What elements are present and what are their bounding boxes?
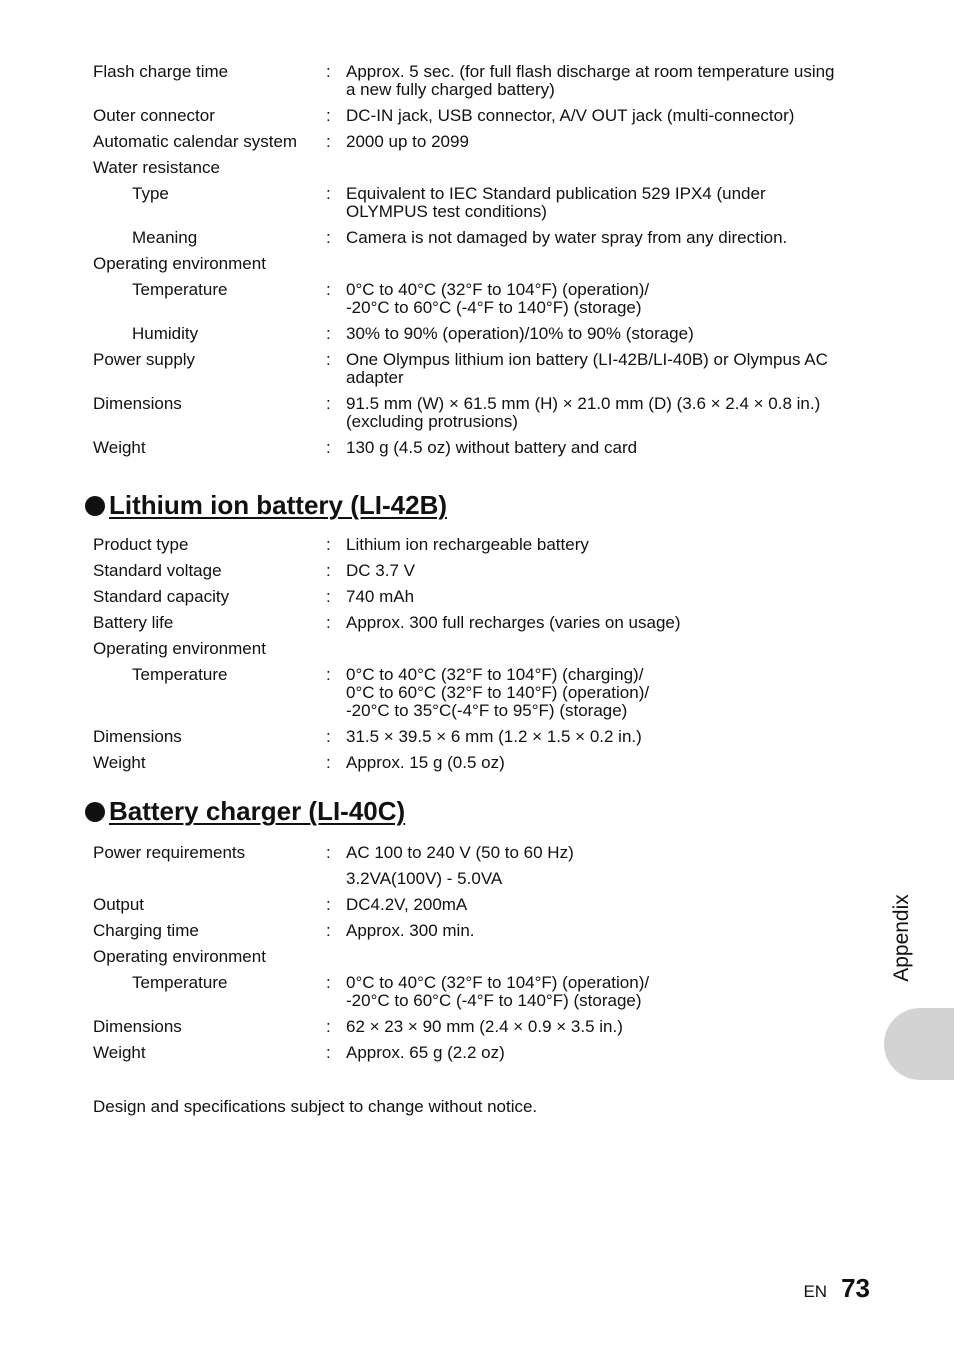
spec-label: Meaning <box>132 228 198 247</box>
spec-value <box>346 948 853 966</box>
spec-value: 31.5 × 39.5 × 6 mm (1.2 × 1.5 × 0.2 in.) <box>346 727 642 746</box>
spec-colon: : <box>326 324 331 343</box>
spec-colon: : <box>326 561 331 580</box>
spec-value: Approx. 15 g (0.5 oz) <box>346 753 505 772</box>
spec-colon: : <box>326 228 331 247</box>
spec-value <box>346 640 853 658</box>
spec-colon <box>326 948 346 966</box>
spec-row <box>93 229 853 247</box>
spec-label: Power supply <box>93 350 196 369</box>
spec-row <box>93 536 853 554</box>
spec-row <box>93 948 853 966</box>
spec-colon: : <box>326 895 331 914</box>
spec-label: Temperature <box>132 280 228 299</box>
spec-value: DC 3.7 V <box>346 561 415 580</box>
spec-label: Flash charge time <box>93 62 229 81</box>
spec-row <box>93 395 853 431</box>
spec-label: Type <box>132 184 169 203</box>
spec-colon: : <box>326 350 331 369</box>
spec-colon: : <box>326 535 331 554</box>
spec-value: DC4.2V, 200mA <box>346 895 468 914</box>
spec-value: Approx. 65 g (2.2 oz) <box>346 1043 505 1062</box>
spec-row <box>93 1044 853 1062</box>
battery-heading-text: Lithium ion battery (LI-42B) <box>109 490 447 520</box>
spec-row <box>93 185 853 221</box>
spec-value: Lithium ion rechargeable battery <box>346 535 589 554</box>
spec-colon <box>326 870 346 888</box>
spec-colon: : <box>326 973 331 992</box>
spec-colon: : <box>326 665 331 684</box>
spec-value: 30% to 90% (operation)/10% to 90% (storage) <box>346 324 694 343</box>
spec-row <box>93 439 853 457</box>
appendix-side-label <box>884 888 920 988</box>
spec-label: Product type <box>93 535 189 554</box>
spec-label: Weight <box>93 1043 146 1062</box>
charger-heading <box>85 796 405 827</box>
spec-label: Battery life <box>93 613 174 632</box>
language-code: EN <box>803 1282 828 1301</box>
bullet-icon <box>85 802 105 822</box>
spec-colon: : <box>326 921 331 940</box>
spec-value: 0°C to 40°C (32°F to 104°F) (charging)/ 0°C to 60°C (32°F to 140°F) (operation)/ -20°C to 35°C(-4°F to 95°F) (storage) <box>346 665 650 720</box>
spec-value: 0°C to 40°C (32°F to 104°F) (operation)/ -20°C to 60°C (-4°F to 140°F) (storage) <box>346 973 650 1010</box>
spec-label: Weight <box>93 438 146 457</box>
spec-colon: : <box>326 394 331 413</box>
spec-colon: : <box>326 613 331 632</box>
spec-row <box>93 325 853 343</box>
charger-heading-text: Battery charger (LI-40C) <box>109 796 406 826</box>
spec-label: Operating environment <box>93 947 266 966</box>
spec-value: Approx. 5 sec. (for full flash discharge at room temperature using a new fully charged battery) <box>346 62 835 99</box>
spec-colon: : <box>326 753 331 772</box>
spec-label: Power requirements <box>93 843 246 862</box>
spec-colon: : <box>326 62 331 81</box>
charger-spec-table <box>93 844 853 1070</box>
spec-label: Dimensions <box>93 394 182 413</box>
battery-spec-table <box>93 536 853 780</box>
spec-row <box>93 255 853 273</box>
spec-row <box>93 922 853 940</box>
spec-label: Dimensions <box>93 727 182 746</box>
spec-row <box>93 1018 853 1036</box>
spec-row <box>93 666 853 720</box>
spec-row <box>93 728 853 746</box>
spec-value: 91.5 mm (W) × 61.5 mm (H) × 21.0 mm (D) (3.6 × 2.4 × 0.8 in.) (excluding protrusions) <box>346 394 821 431</box>
spec-row <box>93 351 853 387</box>
spec-label: Operating environment <box>93 254 266 273</box>
spec-value: Camera is not damaged by water spray from any direction. <box>346 228 788 247</box>
spec-colon <box>326 640 346 658</box>
spec-label: Temperature <box>132 973 228 992</box>
spec-colon <box>326 159 346 177</box>
camera-spec-table <box>93 63 853 465</box>
spec-row <box>93 974 853 1010</box>
spec-label: Output <box>93 895 145 914</box>
spec-label: Operating environment <box>93 639 266 658</box>
spec-row <box>93 614 853 632</box>
spec-colon: : <box>326 280 331 299</box>
spec-colon: : <box>326 587 331 606</box>
spec-value: Approx. 300 min. <box>346 921 475 940</box>
spec-label <box>93 870 326 888</box>
spec-value: AC 100 to 240 V (50 to 60 Hz) <box>346 843 574 862</box>
spec-value: 62 × 23 × 90 mm (2.4 × 0.9 × 3.5 in.) <box>346 1017 623 1036</box>
spec-value: 2000 up to 2099 <box>346 132 469 151</box>
spec-row <box>93 870 853 888</box>
spec-label: Outer connector <box>93 106 215 125</box>
spec-value: 0°C to 40°C (32°F to 104°F) (operation)/ -20°C to 60°C (-4°F to 140°F) (storage) <box>346 280 650 317</box>
spec-row <box>93 588 853 606</box>
appendix-label-text: Appendix <box>890 894 914 982</box>
spec-label: Charging time <box>93 921 199 940</box>
spec-value: DC-IN jack, USB connector, A/V OUT jack (multi-connector) <box>346 106 795 125</box>
spec-label: Water resistance <box>93 158 220 177</box>
spec-colon: : <box>326 843 331 862</box>
spec-label: Temperature <box>132 665 228 684</box>
spec-value: Equivalent to IEC Standard publication 529 IPX4 (under OLYMPUS test conditions) <box>346 184 766 221</box>
spec-row <box>93 63 853 99</box>
spec-row <box>93 640 853 658</box>
spec-label: Weight <box>93 753 146 772</box>
spec-label: Standard capacity <box>93 587 230 606</box>
page-footer <box>803 1273 870 1304</box>
spec-colon: : <box>326 1017 331 1036</box>
bullet-icon <box>85 496 105 516</box>
spec-row <box>93 159 853 177</box>
battery-heading <box>85 490 447 521</box>
spec-row <box>93 896 853 914</box>
spec-label: Standard voltage <box>93 561 222 580</box>
spec-row <box>93 844 853 862</box>
disclaimer-note: Design and specifications subject to change without notice. <box>93 1097 538 1116</box>
spec-value <box>346 255 853 273</box>
spec-value <box>346 159 853 177</box>
spec-value: One Olympus lithium ion battery (LI-42B/LI-40B) or Olympus AC adapter <box>346 350 828 387</box>
spec-value: 740 mAh <box>346 587 415 606</box>
spec-colon: : <box>326 727 331 746</box>
spec-row <box>93 133 853 151</box>
spec-row <box>93 562 853 580</box>
spec-colon: : <box>326 438 331 457</box>
spec-colon: : <box>326 184 331 203</box>
spec-row <box>93 281 853 317</box>
spec-label: Dimensions <box>93 1017 182 1036</box>
spec-row <box>93 754 853 772</box>
spec-value: 130 g (4.5 oz) without battery and card <box>346 438 638 457</box>
spec-label: Automatic calendar system <box>93 132 298 151</box>
spec-colon: : <box>326 1043 331 1062</box>
spec-row <box>93 107 853 125</box>
spec-value: Approx. 300 full recharges (varies on usage) <box>346 613 681 632</box>
appendix-tab-marker <box>884 1008 954 1080</box>
spec-colon <box>326 255 346 273</box>
spec-value: 3.2VA(100V) - 5.0VA <box>346 869 503 888</box>
spec-colon: : <box>326 132 331 151</box>
page-number: 73 <box>841 1273 870 1303</box>
spec-label: Humidity <box>132 324 199 343</box>
spec-colon: : <box>326 106 331 125</box>
